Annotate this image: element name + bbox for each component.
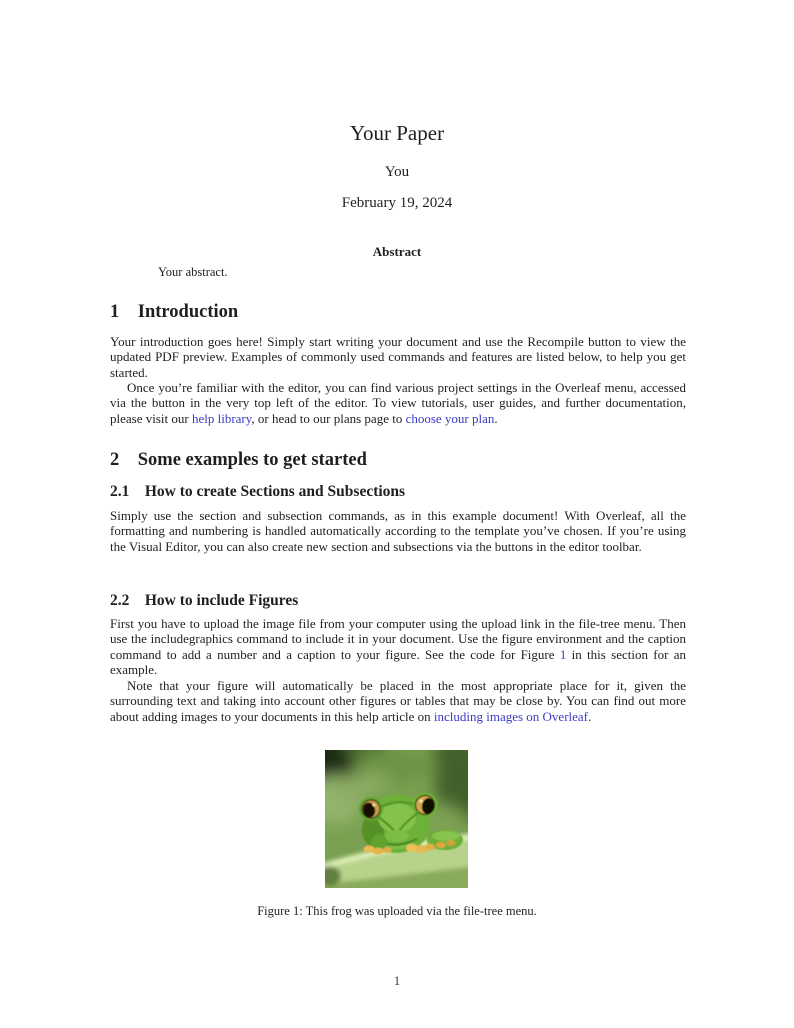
section-1-number: 1 xyxy=(110,302,120,322)
text-run: , or head to our plans page to xyxy=(251,410,406,426)
frog-photo xyxy=(325,750,468,888)
intro-paragraph-2 xyxy=(110,380,686,426)
text-run: Note that your figure will automatically be placed in the most appropriate place for it, given the surrounding text and taking into account other figures or tables that may be close by. You can find out more about adding images to your documents in this help article on xyxy=(110,678,686,724)
subsection-2-2-paragraph-1 xyxy=(110,616,686,678)
paper-date: February 19, 2024 xyxy=(341,195,453,211)
text-run: Once you’re familiar with the editor, you can find various project settings in the Overleaf menu, accessed via the button in the very top left of the editor. To view tutorials, user guides, and further documentation, please visit our xyxy=(110,380,686,426)
paper-title: Your Paper xyxy=(349,121,445,145)
text-run: . xyxy=(588,708,592,724)
abstract-heading: Abstract xyxy=(372,244,422,259)
subsection-2-1-number: 2.1 xyxy=(110,483,130,500)
text-run: First you have to upload the image file from your computer using the upload link in the file-tree menu. Then use the includegraphics command to include it in your document. Use the figure environment and the caption command to add a number and a caption to your figure. See the code for Figure xyxy=(110,616,686,662)
text-run: Your introduction goes here! Simply start writing your document and use the Recompile button to view the updated PDF preview. Examples of commonly used commands and features are listed below, to help you get started. xyxy=(110,334,686,380)
inline-link[interactable]: help library xyxy=(191,410,252,426)
paper-author: You xyxy=(384,164,410,180)
subsection-2-2-heading xyxy=(110,593,710,609)
figure-1 xyxy=(325,750,468,888)
section-1-title: Introduction xyxy=(137,302,239,322)
text-run: in this section for an example. xyxy=(110,646,686,678)
subsection-2-1-title: How to create Sections and Subsections xyxy=(144,483,406,500)
inline-link[interactable]: including images on Overleaf xyxy=(433,708,589,724)
figure-1-caption: Figure 1: This frog was uploaded via the file-tree menu. xyxy=(257,904,537,918)
intro-paragraph-1 xyxy=(110,334,686,380)
page-number: 1 xyxy=(393,973,401,988)
inline-link[interactable]: choose your plan xyxy=(405,410,495,426)
subsection-2-2-title: How to include Figures xyxy=(144,592,299,609)
section-2-number: 2 xyxy=(110,450,120,470)
section-2-heading xyxy=(110,451,710,470)
subsection-2-2-number: 2.2 xyxy=(110,592,130,609)
abstract-body: Your abstract. xyxy=(158,265,228,279)
subsection-2-1-paragraph xyxy=(110,508,686,554)
section-1-heading xyxy=(110,303,710,322)
subsection-2-2-paragraph-2 xyxy=(110,678,686,724)
text-run: . xyxy=(494,410,498,426)
inline-link[interactable]: 1 xyxy=(559,646,567,662)
section-2-title: Some examples to get started xyxy=(137,450,367,470)
text-run: Simply use the section and subsection commands, as in this example document! With Overleaf, all the formatting and numbering is handled automatically according to the template you’ve chosen. If you’re using the Visual Editor, you can also create new section and subsections via the buttons in the editor toolbar. xyxy=(110,508,686,554)
subsection-2-1-heading xyxy=(110,484,710,500)
